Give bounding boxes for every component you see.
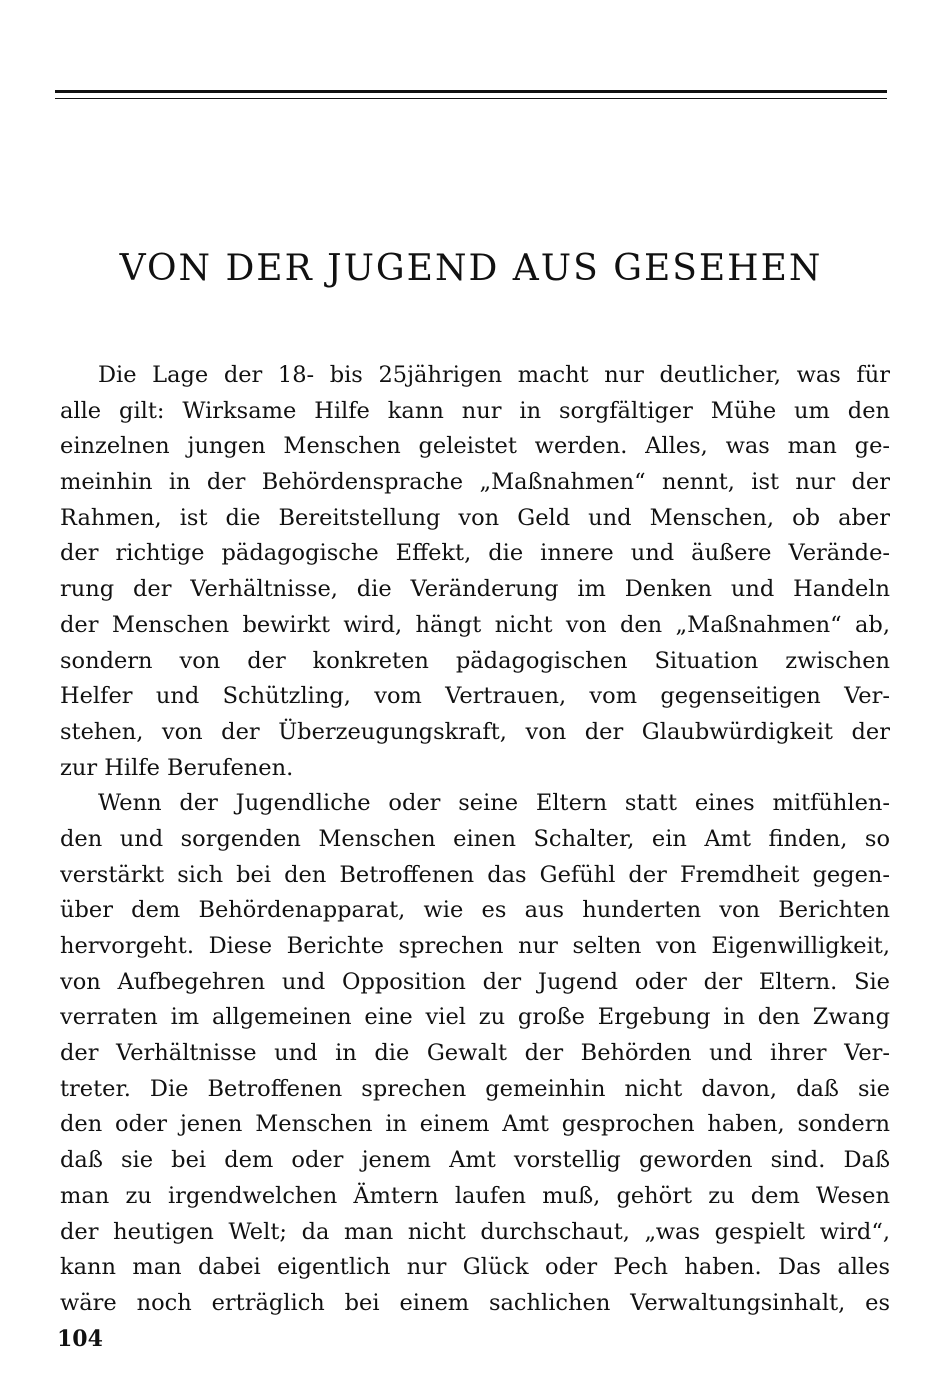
text-line: einzelnen jungen Menschen geleistet werden. Alles, was man ge- bbox=[60, 433, 890, 460]
page-number: 104 bbox=[57, 1326, 103, 1352]
text-line: stehen, von der Überzeugungskraft, von der Glaubwürdigkeit der bbox=[60, 718, 890, 745]
text-line: treter. Die Betroffenen sprechen gemeinhin nicht davon, daß sie bbox=[60, 1075, 890, 1102]
text-line: Die Lage der 18- bis 25jährigen macht nur deutlicher, was für bbox=[98, 362, 890, 388]
text-line: hervorgeht. Diese Berichte sprechen nur selten von Eigenwilligkeit, bbox=[60, 933, 890, 959]
text-line: den und sorgenden Menschen einen Schalter, ein Amt finden, so bbox=[60, 825, 890, 852]
chapter-title: VON DER JUGEND AUS GESEHEN bbox=[119, 248, 823, 289]
text-line: Wenn der Jugendliche oder seine Eltern statt eines mitfühlen- bbox=[98, 790, 890, 817]
text-line: wäre noch erträglich bei einem sachlichen Verwaltungsinhalt, es bbox=[60, 1289, 890, 1316]
body-text bbox=[60, 358, 890, 1322]
text-line: alle gilt: Wirksame Hilfe kann nur in sorgfältiger Mühe um den bbox=[60, 397, 890, 424]
text-line: von Aufbegehren und Opposition der Jugend oder der Eltern. Sie bbox=[60, 968, 890, 995]
text-line: Helfer und Schützling, vom Vertrauen, vom gegenseitigen Ver- bbox=[60, 683, 890, 710]
header-rule-thick bbox=[55, 90, 887, 93]
text-line: verstärkt sich bei den Betroffenen das Gefühl der Fremdheit gegen- bbox=[60, 861, 890, 888]
text-line: sondern von der konkreten pädagogischen Situation zwischen bbox=[60, 647, 890, 674]
text-line: der heutigen Welt; da man nicht durchschaut, „was gespielt wird“, bbox=[60, 1218, 890, 1245]
text-line: verraten im allgemeinen eine viel zu große Ergebung in den Zwang bbox=[60, 1004, 890, 1031]
header-rule-thin bbox=[55, 98, 887, 99]
text-line: meinhin in der Behördensprache „Maßnahmen“ nennt, ist nur der bbox=[60, 469, 890, 496]
text-line: zur Hilfe Berufenen. bbox=[60, 754, 294, 781]
text-line: Rahmen, ist die Bereitstellung von Geld und Menschen, ob aber bbox=[60, 504, 890, 531]
text-line: den oder jenen Menschen in einem Amt gesprochen haben, sondern bbox=[60, 1111, 890, 1138]
text-line: rung der Verhältnisse, die Veränderung im Denken und Handeln bbox=[60, 576, 890, 603]
text-line: der Menschen bewirkt wird, hängt nicht von den „Maßnahmen“ ab, bbox=[60, 611, 890, 638]
text-line: der Verhältnisse und in die Gewalt der Behörden und ihrer Ver- bbox=[60, 1040, 890, 1067]
text-line: man zu irgendwelchen Ämtern laufen muß, gehört zu dem Wesen bbox=[60, 1182, 890, 1209]
text-line: daß sie bei dem oder jenem Amt vorstellig geworden sind. Daß bbox=[60, 1147, 890, 1174]
text-line: der richtige pädagogische Effekt, die innere und äußere Verände- bbox=[60, 540, 890, 567]
text-line: über dem Behördenapparat, wie es aus hunderten von Berichten bbox=[60, 897, 890, 924]
text-line: kann man dabei eigentlich nur Glück oder Pech haben. Das alles bbox=[60, 1254, 890, 1281]
